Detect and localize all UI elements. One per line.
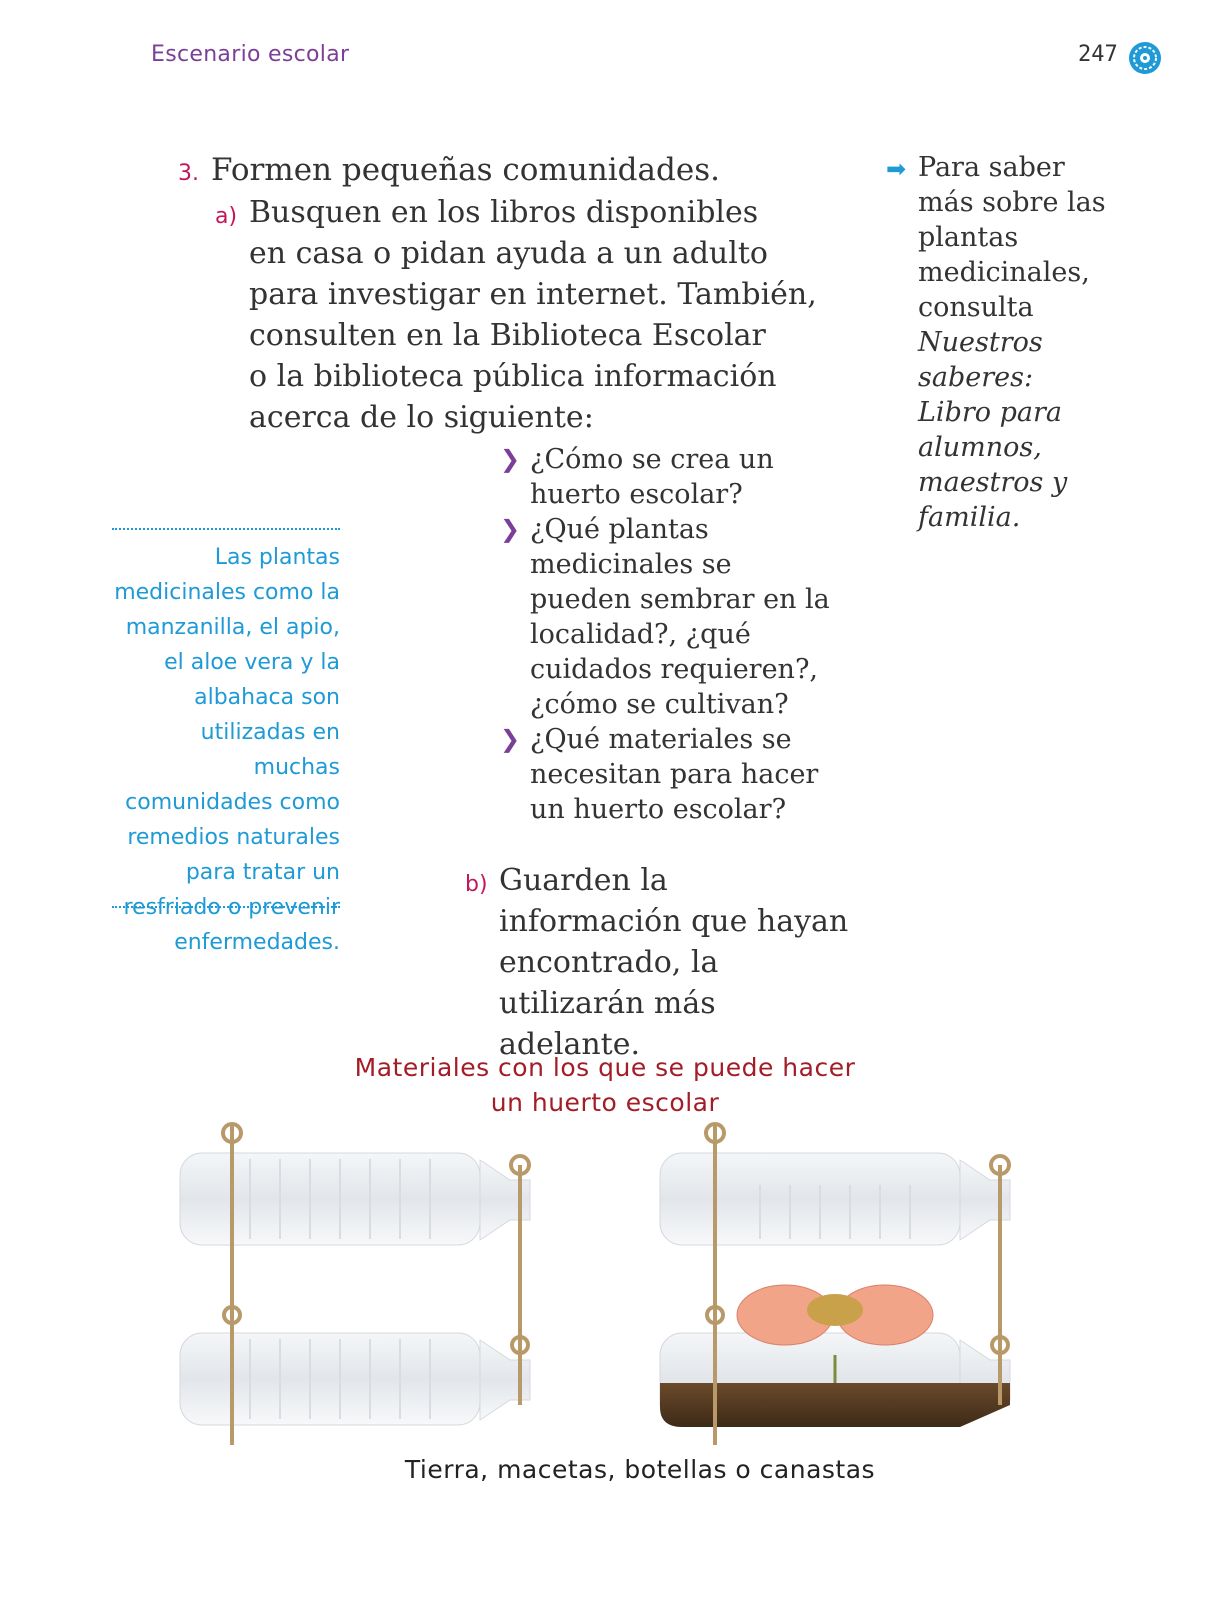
side-note: Las plantas medicinales como la manzanilla, el apio, el aloe vera y la albahaca son utilizadas en muchas comunidades como remedios naturales para tratar un resfriado o prevenir enfermedades. [112, 528, 340, 908]
bullet-chevron-icon: ❯ [500, 725, 521, 753]
activity-a-line: consulten en la Biblioteca Escolar [249, 318, 766, 353]
section-title: Escenario escolar [151, 42, 350, 67]
activity-a-line: para investigar en internet. También, [249, 277, 817, 312]
question-text: ¿Cómo se crea un huerto escolar? [530, 444, 774, 510]
bullet-chevron-icon: ❯ [500, 515, 521, 543]
activity-a-text [249, 192, 829, 438]
bullet-chevron-icon: ❯ [500, 445, 521, 473]
reference-note [888, 150, 1108, 535]
list-item [500, 722, 830, 827]
activity-a-line: o la biblioteca pública información [249, 359, 777, 394]
question-text: ¿Qué plantas medicinales se pueden sembrar en la localidad?, ¿qué cuidados requieren?, ¿cómo se cultivan? [530, 514, 830, 720]
figure-title-line: un huerto escolar [490, 1088, 720, 1117]
activity-a-line: en casa o pidan ayuda a un adulto [249, 236, 768, 271]
list-item [500, 442, 830, 512]
bottle-planter-illustration [170, 1115, 1040, 1455]
activity-b-text: Guarden la información que hayan encontrado, la utilizarán más adelante. [499, 863, 849, 1062]
figure-title-line: Materiales con los que se puede hacer [354, 1053, 856, 1082]
page-number: 247 [1078, 42, 1118, 67]
question-list [500, 442, 830, 827]
activity-number: 3. [178, 161, 199, 186]
figure-caption: Tierra, macetas, botellas o canastas [404, 1455, 876, 1484]
activity-a-label: a) [215, 204, 238, 229]
figure-title [300, 1050, 910, 1120]
reference-book-title: Nuestros saberes: Libro para alumnos, maestros y familia. [918, 327, 1068, 533]
list-item [500, 512, 830, 722]
arrow-right-icon: ➡ [886, 155, 907, 183]
bottle-right-bottom-soil [660, 1333, 1010, 1427]
activity-a-line: acerca de lo siguiente: [249, 400, 594, 435]
activity-a-line: Busquen en los libros disponibles [249, 195, 759, 230]
reference-text: Para saber más sobre las plantas medicinales, consulta [918, 152, 1106, 323]
page-emblem-icon [1127, 40, 1163, 76]
activity-b-label: b) [465, 872, 488, 897]
activity-main-text: Formen pequeñas comunidades. [211, 152, 720, 188]
bottle-right-top [660, 1153, 1010, 1245]
activity-main [178, 150, 720, 194]
question-text: ¿Qué materiales se necesitan para hacer un huerto escolar? [530, 724, 819, 825]
